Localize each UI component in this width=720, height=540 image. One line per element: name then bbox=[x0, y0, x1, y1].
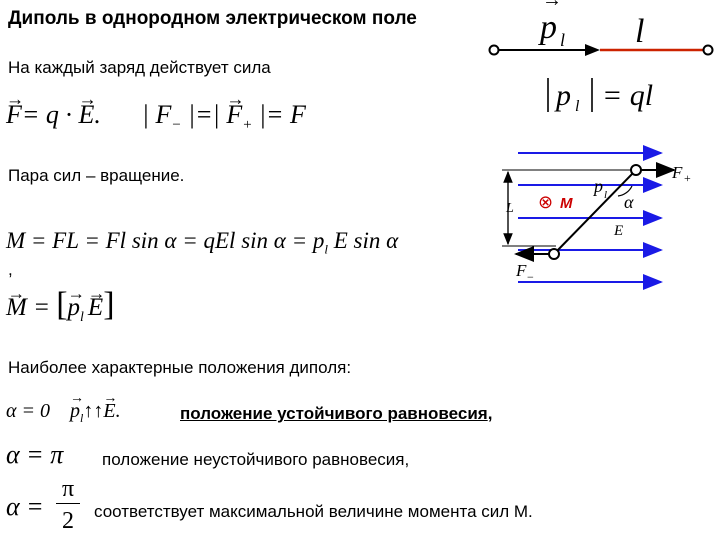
minus-charge bbox=[549, 249, 559, 259]
F-minus-label: F bbox=[516, 261, 527, 280]
torque-formula: M = FL = Fl sin α = qEl $\sin \alpha = p_l$ E sin α bbox=[6, 228, 399, 257]
dipole-diagram bbox=[480, 0, 720, 120]
negative-charge bbox=[490, 46, 499, 55]
force-statement: На каждый заряд действует сила bbox=[8, 58, 271, 77]
page-title: Диполь в однородном электрическом поле bbox=[8, 8, 417, 29]
abs-p: p bbox=[556, 79, 571, 112]
case3-formula: α = bbox=[6, 492, 44, 521]
dipole-arrowhead bbox=[585, 44, 600, 56]
force-formula: → F= q · → E. | $F_-$ |=| → $F_+$ |= F bbox=[6, 100, 306, 134]
case3-text: соответствует максимальной величине момента сил М. bbox=[94, 502, 533, 521]
case2-text: положение неустойчивого равновесия, bbox=[102, 450, 410, 469]
p-label: p bbox=[540, 9, 557, 46]
case1-formula: $\alpha = 0\to p_l↑↑\to E$. bbox=[6, 400, 121, 426]
abs-rhs: = ql bbox=[602, 79, 654, 112]
fraction-numerator: π bbox=[56, 475, 80, 504]
p-label-field: p bbox=[594, 176, 603, 196]
svg-text:+: + bbox=[684, 171, 691, 185]
p-vector-arrow: → bbox=[542, 0, 562, 11]
E-label: E bbox=[614, 223, 624, 239]
alpha-label: α bbox=[624, 192, 634, 212]
l-label: l bbox=[635, 13, 645, 50]
positions-heading: Наиболее характерные положения диполя: bbox=[8, 358, 352, 377]
comma: , bbox=[8, 260, 13, 279]
fraction-denominator: 2 bbox=[62, 508, 74, 534]
into-page-icon: ⊗ bbox=[538, 192, 554, 213]
F-plus-label: F bbox=[672, 163, 683, 182]
L-label: L bbox=[506, 201, 514, 216]
svg-text:l: l bbox=[604, 189, 608, 201]
positive-charge bbox=[704, 46, 713, 55]
moment-label: M bbox=[560, 195, 573, 212]
svg-text:−: − bbox=[527, 270, 534, 284]
couple-statement: Пара сил – вращение. bbox=[8, 166, 185, 185]
svg-text:l: l bbox=[575, 98, 580, 115]
vector-moment-formula: → M = [→ $p_l\to E$] bbox=[6, 286, 115, 326]
field-diagram bbox=[496, 138, 720, 298]
case1-text: положение устойчивого равновесия, bbox=[180, 404, 493, 423]
p-subscript: l bbox=[560, 30, 566, 50]
case2-formula: α = π bbox=[6, 440, 64, 469]
plus-charge bbox=[631, 165, 641, 175]
